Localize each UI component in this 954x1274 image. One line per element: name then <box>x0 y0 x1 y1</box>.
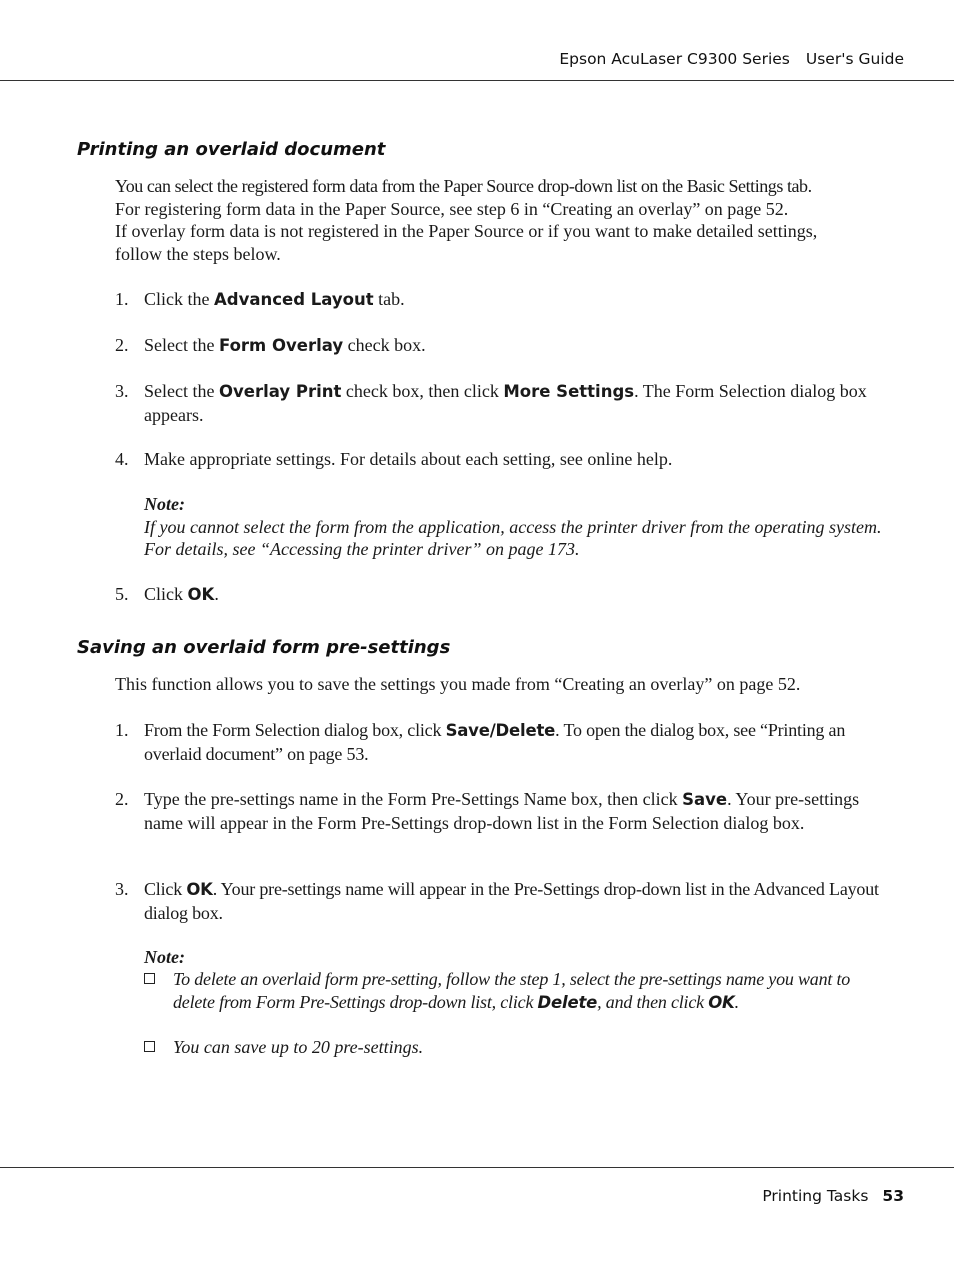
page-number: 53 <box>882 1187 904 1205</box>
header-rule <box>0 80 954 81</box>
section1-intro <box>115 175 890 265</box>
step-number: 5. <box>115 584 129 604</box>
ui-label-overlay-print: Overlay Print <box>218 382 342 401</box>
step-text: . The Form Selection dialog box appears. <box>144 381 867 425</box>
step-number: 2. <box>115 335 129 355</box>
step-text: . <box>214 584 219 604</box>
step-text: Select the <box>144 381 219 401</box>
step-text: . To open the dialog box, see “Printing an overlaid document” on page 53. <box>144 720 846 764</box>
step-text: check box. <box>343 335 426 355</box>
note-block <box>144 493 889 561</box>
step-text: Click the <box>144 289 214 309</box>
ui-label-ok: OK <box>187 585 215 604</box>
header-guide: User's Guide <box>805 50 904 68</box>
bullet-text: You can save up to 20 pre-settings. <box>173 1037 424 1057</box>
checkbox-bullet-icon <box>144 973 155 984</box>
note-bullet <box>144 1036 889 1059</box>
step-text: Select the <box>144 335 219 355</box>
step-4 <box>115 448 885 471</box>
step-number: 2. <box>115 789 129 809</box>
footer-section: Printing Tasks <box>762 1187 869 1205</box>
ui-label-ok: OK <box>186 880 213 899</box>
ui-label-save-delete: Save/Delete <box>445 721 556 740</box>
step-number: 3. <box>115 381 129 401</box>
page-footer <box>762 1187 904 1205</box>
note-bullet <box>144 968 889 1014</box>
step-3 <box>115 380 885 426</box>
ui-label-form-overlay: Form Overlay <box>218 336 344 355</box>
step-text: . Your pre-settings name will appear in the Pre-Settings drop-down list in the Advanced Layout dialog box. <box>144 879 879 923</box>
step-1 <box>115 719 885 765</box>
intro-line: follow the steps below. <box>115 243 281 264</box>
checkbox-bullet-icon <box>144 1041 155 1052</box>
ui-label-advanced-layout: Advanced Layout <box>214 290 374 309</box>
step-text: Type the pre-settings name in the Form Pre-Settings Name box, then click <box>144 789 683 809</box>
step-number: 1. <box>115 289 129 309</box>
step-5 <box>115 583 885 607</box>
step-text: Make appropriate settings. For details about each setting, see online help. <box>144 449 673 469</box>
intro-line: For registering form data in the Paper Source, see step 6 in “Creating an overlay” on page 52. <box>115 198 789 219</box>
header-product: Epson AcuLaser C9300 Series <box>559 50 790 68</box>
bullet-text: To delete an overlaid form pre-setting, follow the step 1, select the pre-settings name you want to delete from Form Pre-Settings drop-down list, click <box>173 969 851 1012</box>
step-text: Click <box>144 879 187 899</box>
ui-label-delete: Delete <box>537 992 598 1012</box>
step-number: 4. <box>115 449 129 469</box>
step-3 <box>115 878 885 924</box>
step-2 <box>115 788 885 834</box>
step-text: Click <box>144 584 188 604</box>
step-text: From the Form Selection dialog box, click <box>144 720 446 740</box>
section2-intro: This function allows you to save the settings you made from “Creating an overlay” on page 52. <box>115 674 801 694</box>
step-2 <box>115 334 885 358</box>
note-text: If you cannot select the form from the application, access the printer driver from the operating system. For details, see “Accessing the printer driver” on page 173. <box>144 516 882 559</box>
ui-label-ok: OK <box>708 992 735 1012</box>
step-number: 3. <box>115 879 129 899</box>
note-block <box>144 946 889 969</box>
note-label: Note: <box>144 494 185 514</box>
step-1 <box>115 288 885 312</box>
section-heading-saving-presettings: Saving an overlaid form pre-settings <box>77 637 451 658</box>
intro-line: You can select the registered form data from the Paper Source drop-down list on the Basic Settings tab. <box>115 176 812 196</box>
section-heading-printing-overlay: Printing an overlaid document <box>77 139 386 160</box>
bullet-text: . <box>734 991 739 1012</box>
ui-label-more-settings: More Settings <box>503 382 635 401</box>
step-number: 1. <box>115 720 129 740</box>
page-header <box>559 50 904 68</box>
ui-label-save: Save <box>682 790 728 809</box>
step-text: check box, then click <box>341 381 504 401</box>
step-text: tab. <box>373 289 405 309</box>
bullet-text: , and then click <box>597 991 709 1012</box>
note-label: Note: <box>144 947 185 967</box>
intro-line: If overlay form data is not registered in the Paper Source or if you want to make detailed settings, <box>115 221 818 241</box>
step-text: . Your pre-settings name will appear in the Form Pre-Settings drop-down list in the Form Selection dialog box. <box>144 789 860 833</box>
footer-rule <box>0 1167 954 1168</box>
